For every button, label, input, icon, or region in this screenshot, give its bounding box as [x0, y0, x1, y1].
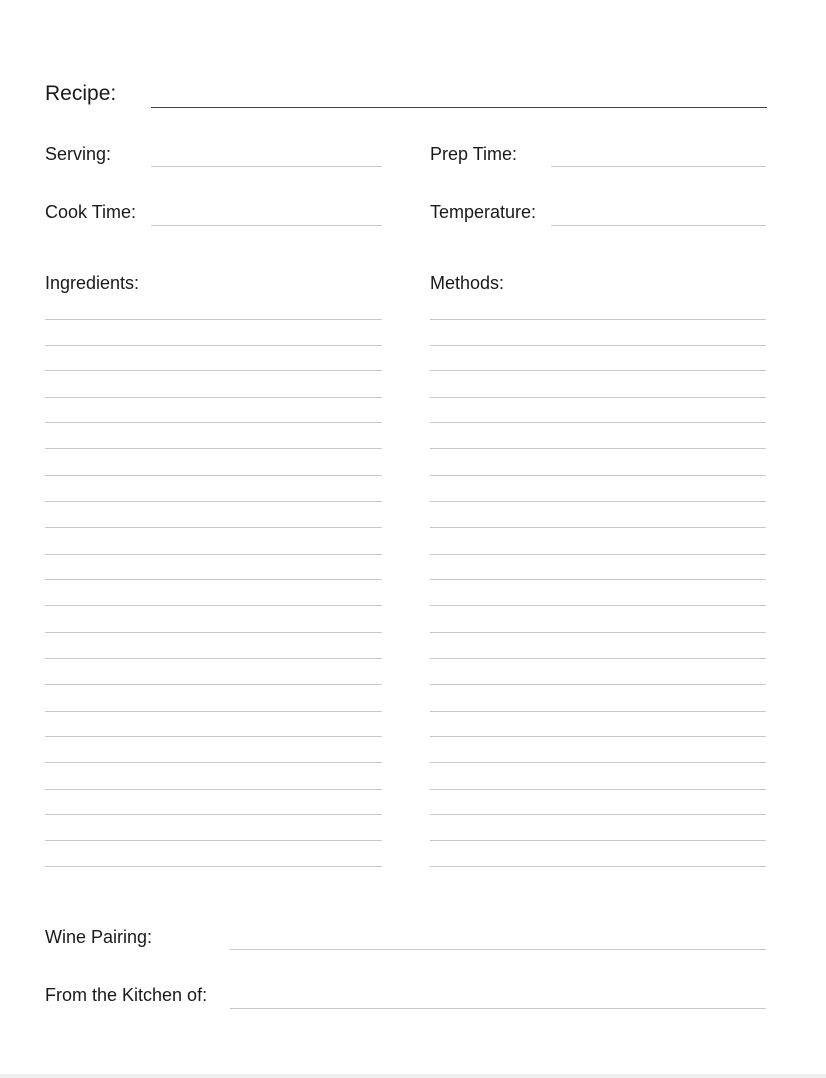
wine-pairing-field[interactable]	[230, 949, 766, 950]
ingredients-line[interactable]	[45, 319, 382, 320]
kitchen-of-label: From the Kitchen of:	[45, 985, 208, 1005]
methods-line[interactable]	[430, 501, 766, 502]
ingredients-line[interactable]	[45, 475, 382, 476]
methods-line[interactable]	[430, 475, 766, 476]
methods-line[interactable]	[430, 789, 766, 790]
ingredients-line[interactable]	[45, 422, 382, 423]
methods-line[interactable]	[430, 554, 766, 555]
methods-line[interactable]	[430, 866, 766, 867]
methods-line[interactable]	[430, 605, 766, 606]
ingredients-line[interactable]	[45, 814, 382, 815]
temperature-label: Temperature:	[430, 202, 537, 222]
prep-time-field[interactable]	[551, 166, 766, 167]
ingredients-line[interactable]	[45, 632, 382, 633]
methods-line[interactable]	[430, 762, 766, 763]
ingredients-line[interactable]	[45, 684, 382, 685]
serving-label: Serving:	[45, 144, 112, 164]
prep-time-label: Prep Time:	[430, 144, 518, 164]
methods-line[interactable]	[430, 658, 766, 659]
methods-line[interactable]	[430, 814, 766, 815]
ingredients-line[interactable]	[45, 579, 382, 580]
ingredients-line[interactable]	[45, 527, 382, 528]
ingredients-line[interactable]	[45, 866, 382, 867]
ingredients-line[interactable]	[45, 789, 382, 790]
ingredients-line[interactable]	[45, 554, 382, 555]
recipe-label: Recipe:	[45, 82, 117, 105]
ingredients-line[interactable]	[45, 370, 382, 371]
ingredients-line[interactable]	[45, 840, 382, 841]
ingredients-heading: Ingredients:	[45, 273, 140, 293]
methods-line[interactable]	[430, 736, 766, 737]
methods-heading: Methods:	[430, 273, 505, 293]
methods-line[interactable]	[430, 370, 766, 371]
ingredients-line[interactable]	[45, 658, 382, 659]
methods-line[interactable]	[430, 397, 766, 398]
serving-field[interactable]	[151, 166, 382, 167]
methods-line[interactable]	[430, 711, 766, 712]
temperature-field[interactable]	[551, 225, 766, 226]
page-bottom-edge	[0, 1074, 826, 1078]
methods-line[interactable]	[430, 840, 766, 841]
ingredients-line[interactable]	[45, 736, 382, 737]
ingredients-line[interactable]	[45, 501, 382, 502]
kitchen-of-field[interactable]	[230, 1008, 766, 1009]
ingredients-line[interactable]	[45, 762, 382, 763]
ingredients-line[interactable]	[45, 711, 382, 712]
ingredients-line[interactable]	[45, 397, 382, 398]
ingredients-line[interactable]	[45, 605, 382, 606]
recipe-name-field[interactable]	[151, 107, 767, 108]
methods-line[interactable]	[430, 448, 766, 449]
methods-line[interactable]	[430, 632, 766, 633]
methods-line[interactable]	[430, 422, 766, 423]
ingredients-line[interactable]	[45, 345, 382, 346]
methods-line[interactable]	[430, 527, 766, 528]
cook-time-label: Cook Time:	[45, 202, 137, 222]
methods-line[interactable]	[430, 684, 766, 685]
methods-line[interactable]	[430, 345, 766, 346]
methods-line[interactable]	[430, 579, 766, 580]
wine-pairing-label: Wine Pairing:	[45, 927, 153, 947]
ingredients-line[interactable]	[45, 448, 382, 449]
methods-line[interactable]	[430, 319, 766, 320]
cook-time-field[interactable]	[151, 225, 382, 226]
